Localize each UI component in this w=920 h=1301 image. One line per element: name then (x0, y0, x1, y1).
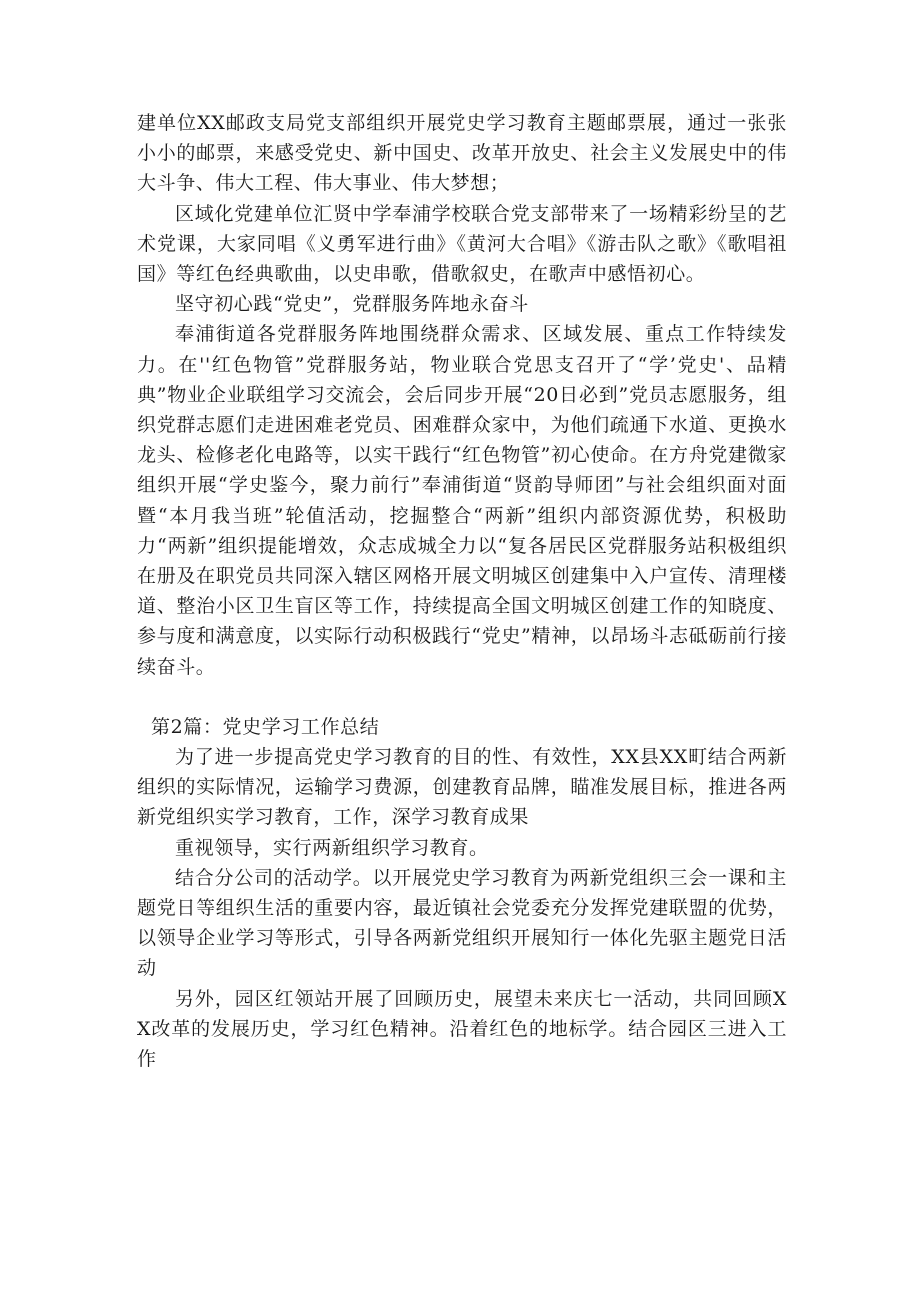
section-paragraph-4: 另外，园区红领站开展了回顾历史，展望未来庆七一活动，共同回顾XX改革的发展历史，学习红色精神。沿着红色的地标学。结合园区三进入工作 (137, 987, 787, 1071)
subheading-paragraph: 坚守初心践“党史”，党群服务阵地永奋斗 (175, 293, 529, 316)
section-paragraph-2: 重视领导，实行两新组织学习教育。 (175, 836, 489, 859)
body-paragraph-3: 奉浦街道各党群服务阵地围绕群众需求、区域发展、重点工作特续发力。在''红色物管”党群服务站，物业联合党思支召开了“学’党史'、品精典”物业企业联组学习交流会，会后同步开展“20日必到”党员志愿服务，组织党群志愿们走进困难老党员、困难群众家中，为他们疏通下水道、更换水龙头、检修老化电路等，以实干践行“红色物管”初心使命。在方舟党建微家组织开展“学史鉴今，聚力前行”奉浦街道“贤韵导师团”与社会组织面对面暨“本月我当班”轮值活动，挖掘整合“两新”组织内部资源优势，积极助力“两新”组织提能增效，众志成城全力以“复各居民区党群服务站积极组织在册及在职党员共同深入辖区网格开展文明城区创建集中入户宣传、清理楼道、整治小区卫生盲区等工作，持续提高全国文明城区创建工作的知晓度、参与度和满意度，以实际行动积极践行“党史”精神，以昂场斗志砥砺前行接续奋斗。 (137, 323, 787, 678)
section-paragraph-1: 为了进一步提高党史学习教育的目的性、有效性，XX县XX町结合两新组织的实际情况，运输学习费源，创建教育品牌，瞄准发展目标，推进各两新党组织实学习教育，工作，深学习教育成果 (137, 746, 787, 829)
body-paragraph-2: 区域化党建单位汇贤中学奉浦学校联合党支部带来了一场精彩纷呈的艺术党课，大家同唱《义勇军进行曲》《黄河大合唱》《游击队之歌》《歌唱祖国》等红色经典歌曲，以史串歌，借歌叙史，在歌声中感悟初心。 (137, 202, 787, 286)
section-title: 第2篇：党史学习工作总结 (151, 715, 380, 738)
body-paragraph-1: 建单位XX邮政支局党支部组织开展党史学习教育主题邮票展，通过一张张小小的邮票，来感受党史、新中国史、改革开放史、社会主义发展史中的伟大斗争、伟大工程、伟大事业、伟大梦想； (137, 112, 787, 195)
section-spacer (137, 682, 787, 712)
document-page (137, 108, 787, 1074)
section-paragraph-3: 结合分公司的活动学。以开展党史学习教育为两新党组织三会一课和主题党日等组织生活的重要内容，最近镇社会党委充分发挥党建联盟的优势，以领导企业学习等形式，引导各两新党组织开展知行一体化先驱主题党日活动 (137, 866, 787, 980)
